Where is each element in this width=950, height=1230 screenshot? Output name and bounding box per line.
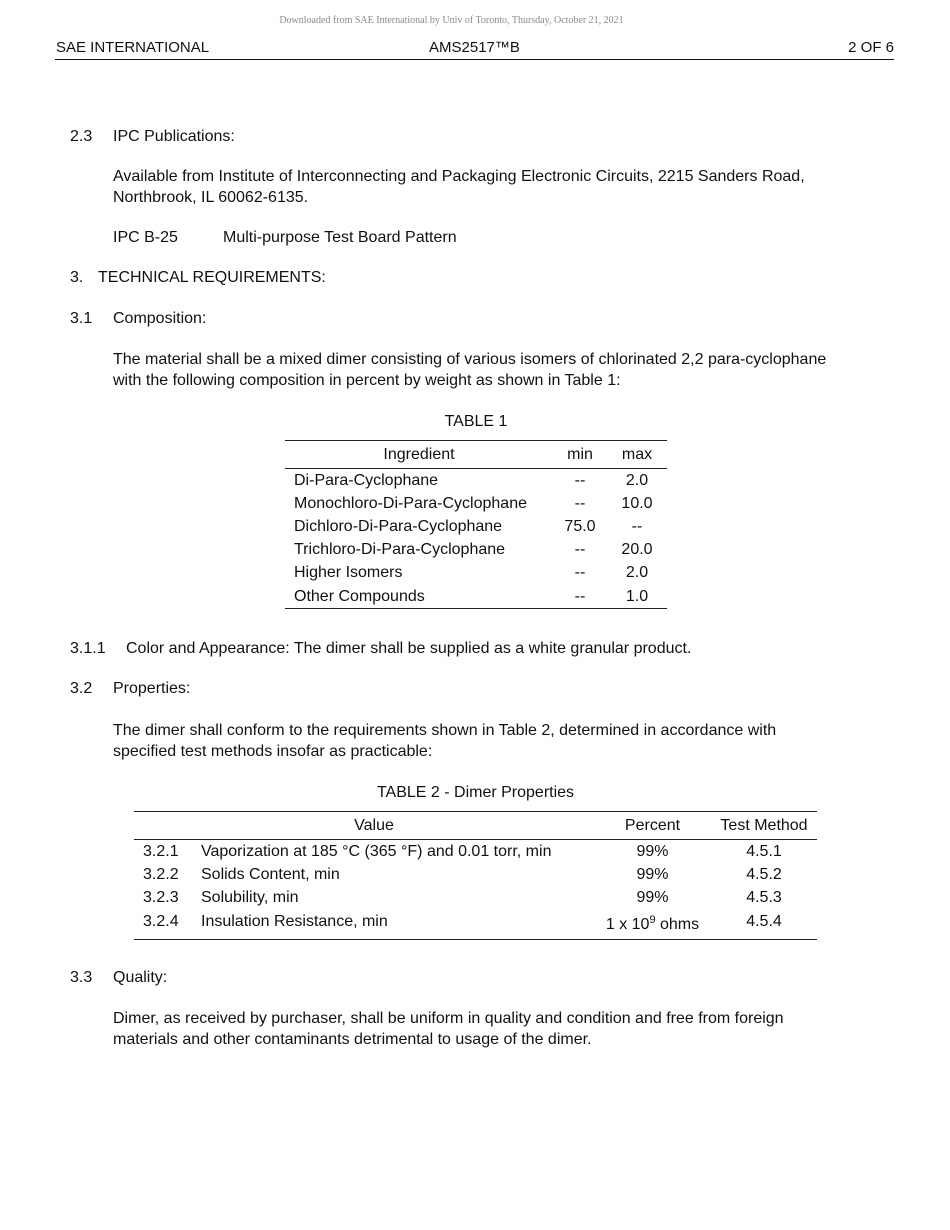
section-number: 3.2 — [70, 680, 93, 697]
section-number: 2.3 — [70, 128, 93, 145]
paragraph-line: Dimer, as received by purchaser, shall be uniform in quality and condition and free from foreign — [113, 1010, 784, 1027]
section-title: Quality: — [113, 969, 168, 986]
table-row — [285, 492, 667, 515]
table-header-row — [285, 441, 667, 469]
insulation-exponent: 9 — [649, 913, 656, 926]
ingredient-cell: Trichloro-Di-Para-Cyclophane — [294, 541, 506, 559]
paragraph-line: specified test methods insofar as practicable: — [113, 742, 433, 760]
section-title: Composition: — [113, 310, 207, 327]
test-method-cell: 4.5.2 — [746, 865, 782, 883]
table-row — [285, 515, 667, 538]
min-cell: -- — [574, 541, 586, 559]
table-header-row — [134, 812, 817, 840]
test-method-cell: 4.5.4 — [746, 912, 782, 930]
section-paragraph — [113, 721, 776, 762]
insulation-unit: ohms — [655, 915, 700, 933]
reference-code: IPC B-25 — [113, 229, 178, 246]
section-paragraph — [113, 167, 805, 208]
min-cell: -- — [574, 587, 586, 605]
paragraph-line: The dimer shall conform to the requirements shown in Table 2, determined in accordance with — [113, 722, 777, 739]
header-publisher: SAE INTERNATIONAL — [56, 39, 210, 56]
test-method-cell: 4.5.3 — [746, 889, 782, 907]
table-row — [134, 840, 817, 864]
max-cell: -- — [631, 517, 643, 535]
section-number: 3. — [70, 269, 84, 286]
max-cell: 2.0 — [625, 471, 649, 489]
ingredient-cell: Dichloro-Di-Para-Cyclophane — [294, 517, 503, 535]
paragraph-line: Available from Institute of Interconnecting and Packaging Electronic Circuits, 2215 Sanders Road, — [113, 168, 805, 185]
section-title: Properties: — [113, 680, 191, 697]
max-cell: 10.0 — [621, 494, 653, 512]
column-header: max — [607, 441, 667, 469]
column-header: Test Method — [711, 812, 817, 840]
min-cell: -- — [574, 471, 586, 489]
composition-table — [285, 440, 667, 609]
table-row — [285, 539, 667, 562]
table-row — [134, 910, 817, 940]
table1-caption: TABLE 1 — [444, 413, 508, 430]
column-header: Percent — [594, 812, 711, 840]
ingredient-cell: Di-Para-Cyclophane — [294, 471, 439, 489]
test-method-cell: 4.5.1 — [746, 842, 782, 860]
max-cell: 20.0 — [621, 541, 653, 559]
max-cell: 1.0 — [625, 587, 649, 605]
min-cell: -- — [574, 564, 586, 582]
table-row — [134, 863, 817, 886]
table-row — [134, 887, 817, 910]
table2-caption: TABLE 2 - Dimer Properties — [376, 784, 575, 801]
paragraph-ref-cell: 3.2.3 — [143, 889, 179, 907]
insulation-base: 1 x 10 — [605, 915, 650, 933]
section-title: TECHNICAL REQUIREMENTS: — [98, 269, 326, 286]
column-header: Ingredient — [285, 441, 553, 469]
property-cell: Vaporization at 185 °C (365 °F) and 0.01 torr, min — [201, 842, 552, 860]
section-paragraph — [113, 1009, 784, 1050]
ingredient-cell: Higher Isomers — [294, 564, 403, 582]
property-cell: Solubility, min — [201, 889, 299, 907]
paragraph-line: The material shall be a mixed dimer consisting of various isomers of chlorinated 2,2 para-cyclophane — [113, 351, 827, 368]
reference-title: Multi-purpose Test Board Pattern — [223, 229, 457, 246]
min-cell: 75.0 — [564, 517, 596, 535]
section-number: 3.3 — [70, 969, 93, 986]
percent-cell — [594, 910, 711, 940]
max-cell: 2.0 — [625, 564, 649, 582]
column-header: min — [553, 441, 607, 469]
percent-cell: 99% — [636, 865, 669, 883]
section-text: Color and Appearance: The dimer shall be supplied as a white granular product. — [126, 640, 692, 657]
section-paragraph — [113, 350, 826, 391]
min-cell: -- — [574, 494, 586, 512]
header-document-id: AMS2517™B — [429, 39, 520, 56]
paragraph-ref-cell: 3.2.4 — [143, 912, 179, 930]
paragraph-line: with the following composition in percent by weight as shown in Table 1: — [113, 371, 621, 389]
table-row — [285, 469, 667, 493]
table-row — [285, 585, 667, 609]
paragraph-ref-cell: 3.2.1 — [143, 842, 179, 860]
ingredient-cell: Other Compounds — [294, 587, 425, 605]
section-number: 3.1.1 — [70, 640, 106, 657]
column-header: Value — [134, 812, 594, 840]
paragraph-line: Northbrook, IL 60062-6135. — [113, 188, 309, 206]
table-row — [285, 562, 667, 585]
dimer-properties-table — [134, 811, 817, 940]
section-title: IPC Publications: — [113, 128, 235, 145]
header-page-number: 2 OF 6 — [848, 39, 894, 56]
section-number: 3.1 — [70, 310, 93, 327]
paragraph-ref-cell: 3.2.2 — [143, 865, 179, 883]
property-cell: Insulation Resistance, min — [201, 912, 388, 930]
header-rule — [55, 59, 894, 60]
percent-cell: 99% — [636, 842, 669, 860]
property-cell: Solids Content, min — [201, 865, 340, 883]
paragraph-line: materials and other contaminants detrimental to usage of the dimer. — [113, 1030, 592, 1048]
download-notice: Downloaded from SAE International by Univ of Toronto, Thursday, October 21, 2021 — [279, 15, 624, 26]
ingredient-cell: Monochloro-Di-Para-Cyclophane — [294, 494, 527, 512]
percent-cell: 99% — [636, 889, 669, 907]
